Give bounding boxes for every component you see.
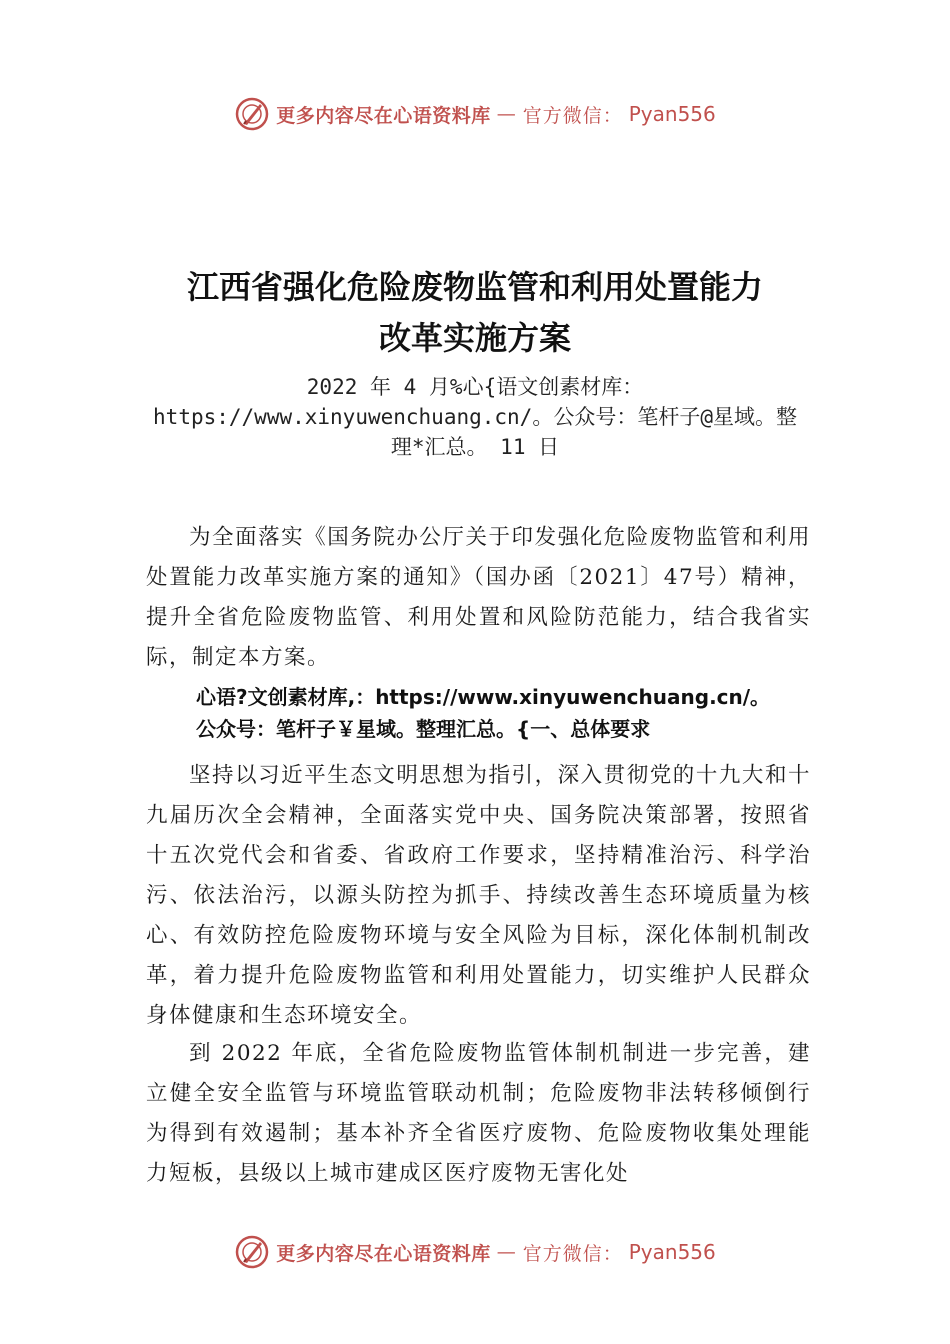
document-dateline: 2022 年 4 月%心{语文创素材库：https://www.xinyuwenchuang.cn/。公众号：笔杆子@星域。整理*汇总。 11 日 <box>153 375 797 459</box>
banner-official-label: 官方微信： <box>522 104 623 127</box>
header-banner <box>0 92 950 136</box>
banner-separator: — <box>496 103 517 125</box>
banner-wechat-id: Pyan556 <box>628 102 716 126</box>
section-heading-line1: 心语?文创素材库,：https://www.xinyuwenchuang.cn/。 <box>196 685 771 709</box>
banner-brand-text: 更多内容尽在心语资料库 <box>276 104 491 127</box>
document-title-line2: 改革实施方案 <box>378 319 571 357</box>
paragraph-principles: 坚持以习近平生态文明思想为指引，深入贯彻党的十九大和十九届历次全会精神，全面落实党中央、国务院决策部署，按照省十五次党代会和省委、省政府工作要求，坚持精准治污、科学治污、依法治污，以源头防控为抓手、持续改善生态环境质量为核心、有效防控危险废物环境与安全风险为目标，深化体制机制改革，着力提升危险废物监管和利用处置能力，切实维护人民群众身体健康和生态环境安全。 <box>146 763 811 1028</box>
banner-separator: — <box>496 1241 517 1263</box>
paragraph-goals: 到 2022 年底，全省危险废物监管体制机制进一步完善，建立健全安全监管与环境监管联动机制；危险废物非法转移倾倒行为得到有效遏制；基本补齐全省医疗废物、危险废物收集处理能力短板，县级以上城市建成区医疗废物无害化处 <box>146 1041 811 1186</box>
quill-pen-logo-icon <box>234 96 270 132</box>
paragraph-intro: 为全面落实《国务院办公厅关于印发强化危险废物监管和利用处置能力改革实施方案的通知》（国办函〔2021〕47号）精神，提升全省危险废物监管、利用处置和风险防范能力，结合我省实际，制定本方案。 <box>146 525 811 670</box>
section-heading <box>196 681 836 745</box>
banner-wechat-id: Pyan556 <box>628 1240 716 1264</box>
section-heading-line2: 公众号：笔杆子￥星域。整理汇总。{一、总体要求 <box>196 717 651 741</box>
quill-pen-logo-icon <box>234 1234 270 1270</box>
footer-banner <box>0 1230 950 1274</box>
banner-official-label: 官方微信： <box>522 1242 623 1265</box>
banner-brand-text: 更多内容尽在心语资料库 <box>276 1242 491 1265</box>
document-title-line1: 江西省强化危险废物监管和利用处置能力 <box>186 268 763 306</box>
